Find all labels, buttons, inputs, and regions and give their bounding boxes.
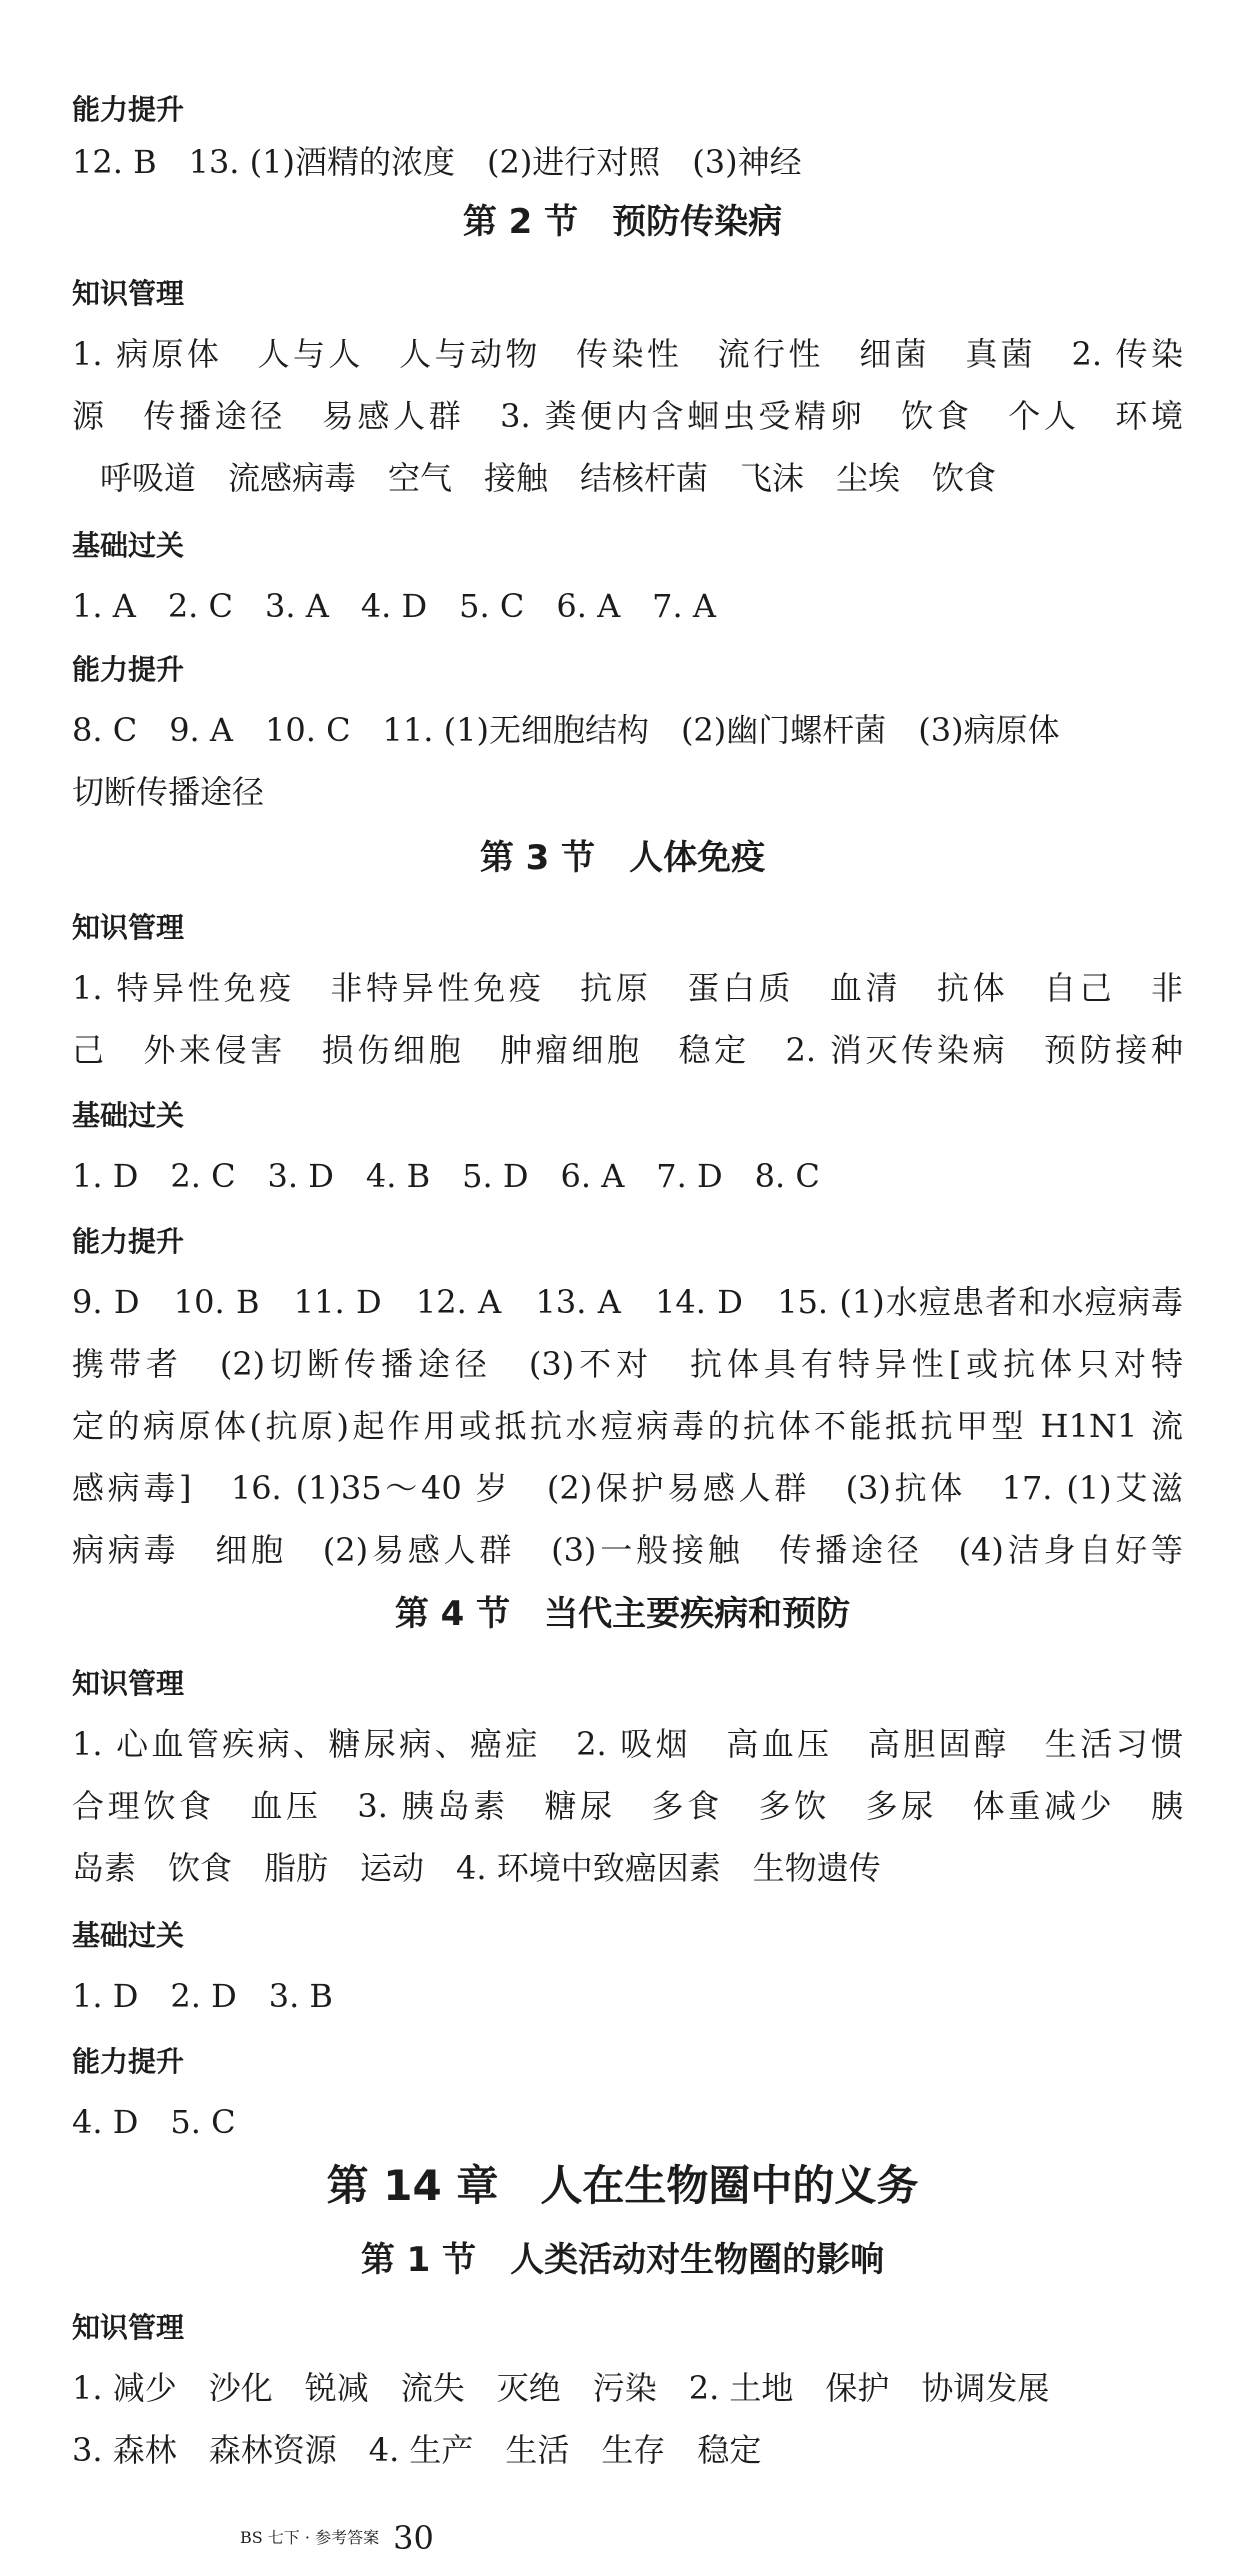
footer-label: BS 七下 · 参考答案 <box>240 2528 380 2547</box>
section-label: 知识管理 <box>72 1667 185 1700</box>
answer-line: 1. A 2. C 3. A 4. D 5. C 6. A 7. A <box>72 587 716 625</box>
page-number: 30 <box>393 2519 434 2557</box>
answer-line: 3. 森林 森林资源 4. 生产 生活 生存 稳定 <box>72 2431 762 2469</box>
answer-line: 合理饮食 血压 3. 胰岛素 糖尿 多食 多饮 多尿 体重减少 胰 <box>72 1787 1183 1825</box>
section-label: 能力提升 <box>72 2045 185 2078</box>
section-label: 能力提升 <box>72 1225 185 1258</box>
answer-line: 呼吸道 流感病毒 空气 接触 结核杆菌 飞沫 尘埃 饮食 <box>100 459 997 497</box>
answer-line: 1. 心血管疾病、糖尿病、癌症 2. 吸烟 高血压 高胆固醇 生活习惯 <box>72 1725 1183 1763</box>
section-heading: 第 4 节 当代主要疾病和预防 <box>394 1594 851 1634</box>
answer-line: 1. 减少 沙化 锐减 流失 灭绝 污染 2. 土地 保护 协调发展 <box>72 2369 1050 2407</box>
section-label: 知识管理 <box>72 277 185 310</box>
section-label: 基础过关 <box>72 1919 185 1952</box>
answer-line: 切断传播途径 <box>72 773 265 811</box>
chapter-heading: 第 14 章 人在生物圈中的义务 <box>326 2161 919 2210</box>
section-heading: 第 1 节 人类活动对生物圈的影响 <box>360 2240 885 2280</box>
section-label: 知识管理 <box>72 911 185 944</box>
section-label: 能力提升 <box>72 93 185 126</box>
answer-line: 携带者 (2)切断传播途径 (3)不对 抗体具有特异性[或抗体只对特 <box>72 1345 1183 1383</box>
answer-line: 8. C 9. A 10. C 11. (1)无细胞结构 (2)幽门螺杆菌 (3)病原体 <box>72 711 1060 749</box>
section-label: 基础过关 <box>72 1099 185 1132</box>
answer-line: 1. 病原体 人与人 人与动物 传染性 流行性 细菌 真菌 2. 传染 <box>72 335 1183 373</box>
section-heading: 第 3 节 人体免疫 <box>479 838 766 878</box>
page-footer <box>240 2520 434 2556</box>
answer-line: 1. D 2. C 3. D 4. B 5. D 6. A 7. D 8. C <box>72 1157 820 1195</box>
answer-line: 12. B 13. (1)酒精的浓度 (2)进行对照 (3)神经 <box>72 143 802 181</box>
answer-line: 9. D 10. B 11. D 12. A 13. A 14. D 15. (1)水痘患者和水痘病毒 <box>72 1283 1183 1321</box>
answer-line: 源 传播途径 易感人群 3. 粪便内含蛔虫受精卵 饮食 个人 环境 <box>72 397 1183 435</box>
answer-line: 感病毒] 16. (1)35～40 岁 (2)保护易感人群 (3)抗体 17. (1)艾滋 <box>72 1469 1183 1507</box>
answer-line: 4. D 5. C <box>72 2103 236 2141</box>
answer-line: 1. 特异性免疫 非特异性免疫 抗原 蛋白质 血清 抗体 自己 非 <box>72 969 1183 1007</box>
section-heading: 第 2 节 预防传染病 <box>462 202 783 242</box>
answer-line: 定的病原体(抗原)起作用或抵抗水痘病毒的抗体不能抵抗甲型 H1N1 流 <box>72 1407 1183 1445</box>
answer-line: 病病毒 细胞 (2)易感人群 (3)一般接触 传播途径 (4)洁身自好等 <box>72 1531 1183 1569</box>
answer-line: 岛素 饮食 脂肪 运动 4. 环境中致癌因素 生物遗传 <box>72 1849 881 1887</box>
answer-line: 1. D 2. D 3. B <box>72 1977 333 2015</box>
answer-line: 己 外来侵害 损伤细胞 肿瘤细胞 稳定 2. 消灭传染病 预防接种 <box>72 1031 1183 1069</box>
section-label: 能力提升 <box>72 653 185 686</box>
section-label: 知识管理 <box>72 2311 185 2344</box>
section-label: 基础过关 <box>72 529 185 562</box>
